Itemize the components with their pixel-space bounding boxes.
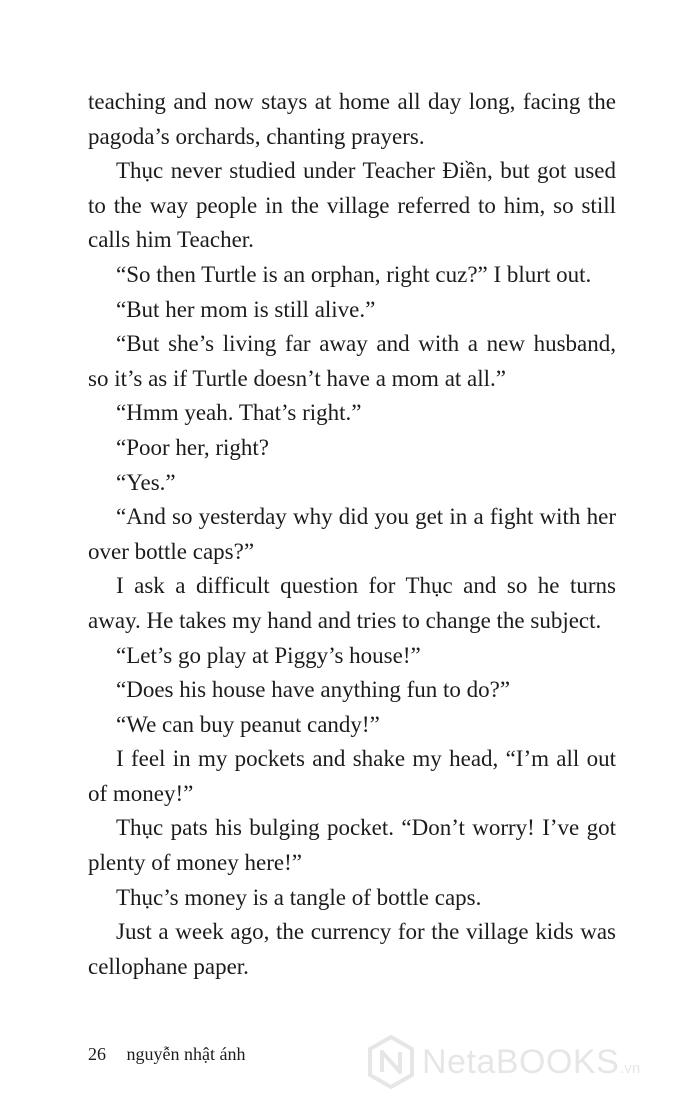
- paragraph: “Let’s go play at Piggy’s house!”: [116, 642, 421, 668]
- body-text: [88, 85, 616, 984]
- paragraph: I ask a difficult question for Thục and so he turns away. He takes my hand and tries to change the subject.: [88, 573, 616, 633]
- paragraph: “Poor her, right?: [116, 434, 270, 460]
- paragraph: “But her mom is still alive.”: [116, 296, 376, 322]
- watermark-brand: NetaBOOKS: [422, 1042, 620, 1081]
- watermark-suffix: .vn: [620, 1059, 641, 1077]
- paragraph: I feel in my pockets and shake my head, “I’m all out of money!”: [88, 746, 616, 806]
- paragraph: “Does his house have anything fun to do?”: [116, 677, 511, 703]
- page-number: 26: [88, 1044, 106, 1064]
- paragraph: Thục never studied under Teacher Điền, but got used to the way people in the village referred to him, so still calls him Teacher.: [88, 158, 616, 253]
- page-footer: [88, 1043, 245, 1065]
- paragraph: Thục pats his bulging pocket. “Don’t worry! I’ve got plenty of money here!”: [88, 815, 616, 876]
- paragraph: “And so yesterday why did you get in a fight with her over bottle caps?”: [88, 504, 616, 564]
- netabooks-logo-icon: [366, 1034, 416, 1090]
- paragraph: teaching and now stays at home all day long, facing the pagoda’s orchards, chanting prayers.: [88, 89, 616, 149]
- paragraph: Just a week ago, the currency for the village kids was cellophane paper.: [88, 919, 616, 979]
- paragraph: “So then Turtle is an orphan, right cuz?” I blurt out.: [116, 261, 592, 287]
- author-name: nguyễn nhật ánh: [126, 1044, 246, 1064]
- paragraph: “Yes.”: [116, 469, 176, 495]
- watermark: [366, 1034, 640, 1090]
- paragraph: “Hmm yeah. That’s right.”: [116, 400, 362, 426]
- paragraph: “We can buy peanut candy!”: [116, 711, 380, 737]
- paragraph: “But she’s living far away and with a new husband, so it’s as if Turtle doesn’t have a mom at all.”: [88, 331, 616, 391]
- paragraph: Thục’s money is a tangle of bottle caps.: [116, 884, 482, 910]
